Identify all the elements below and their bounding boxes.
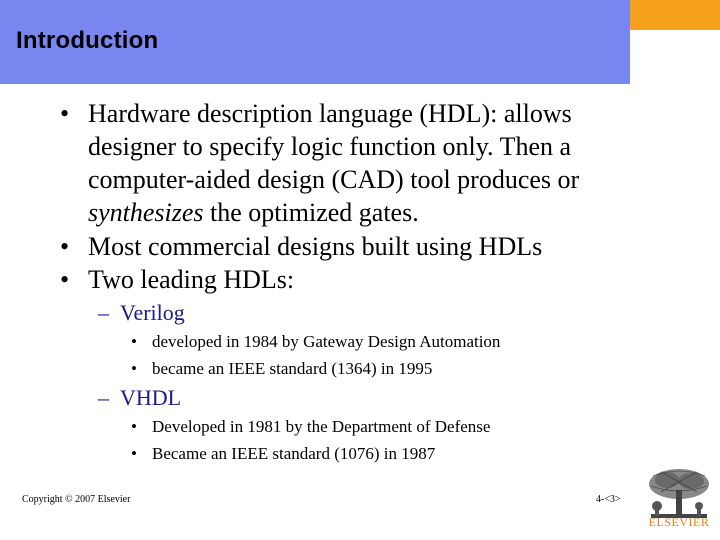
text-run: the optimized gates. xyxy=(203,198,419,227)
elsevier-logo-text: ELSEVIER xyxy=(648,515,710,529)
hdl-name: VHDL xyxy=(120,385,182,410)
bullet-marker: • xyxy=(131,332,137,351)
hdl-detail-text: Became an IEEE standard (1076) in 1987 xyxy=(152,444,436,463)
bullet-marker: • xyxy=(60,265,70,294)
bullet-text-line xyxy=(88,264,628,295)
bullet-text-line xyxy=(88,131,628,162)
hdl-detail-text: Developed in 1981 by the Department of Defense xyxy=(152,417,491,436)
hdl-name: Verilog xyxy=(120,300,185,325)
bullet-text-line xyxy=(88,164,628,195)
dash-marker: – xyxy=(98,385,109,410)
text-run: Most commercial designs built using HDLs xyxy=(88,232,543,261)
hdl-detail-text: became an IEEE standard (1364) in 1995 xyxy=(152,359,433,378)
bullet-marker: • xyxy=(60,99,70,128)
bullet-marker: • xyxy=(131,417,137,436)
dash-marker: – xyxy=(98,300,109,325)
bullet-text-line xyxy=(88,197,628,228)
copyright-footer: Copyright © 2007 Elsevier xyxy=(22,494,131,505)
slide-title: Introduction xyxy=(16,27,159,54)
text-run: Two leading HDLs: xyxy=(88,265,295,294)
bullet-marker: • xyxy=(131,359,137,378)
text-run: designer to specify logic function only. Then a xyxy=(88,132,572,161)
bullet-text-line xyxy=(88,231,628,262)
bullet-marker: • xyxy=(60,232,70,261)
bullet-marker: • xyxy=(131,444,137,463)
text-run: Hardware description language (HDL): allows xyxy=(88,99,572,128)
hdl-detail-text: developed in 1984 by Gateway Design Automation xyxy=(152,332,501,351)
text-run: computer-aided design (CAD) tool produces or xyxy=(88,165,580,194)
emphasis-text: synthesizes xyxy=(88,198,204,227)
bullet-text-line xyxy=(88,98,628,129)
page-number: 4-<3> xyxy=(596,494,621,505)
